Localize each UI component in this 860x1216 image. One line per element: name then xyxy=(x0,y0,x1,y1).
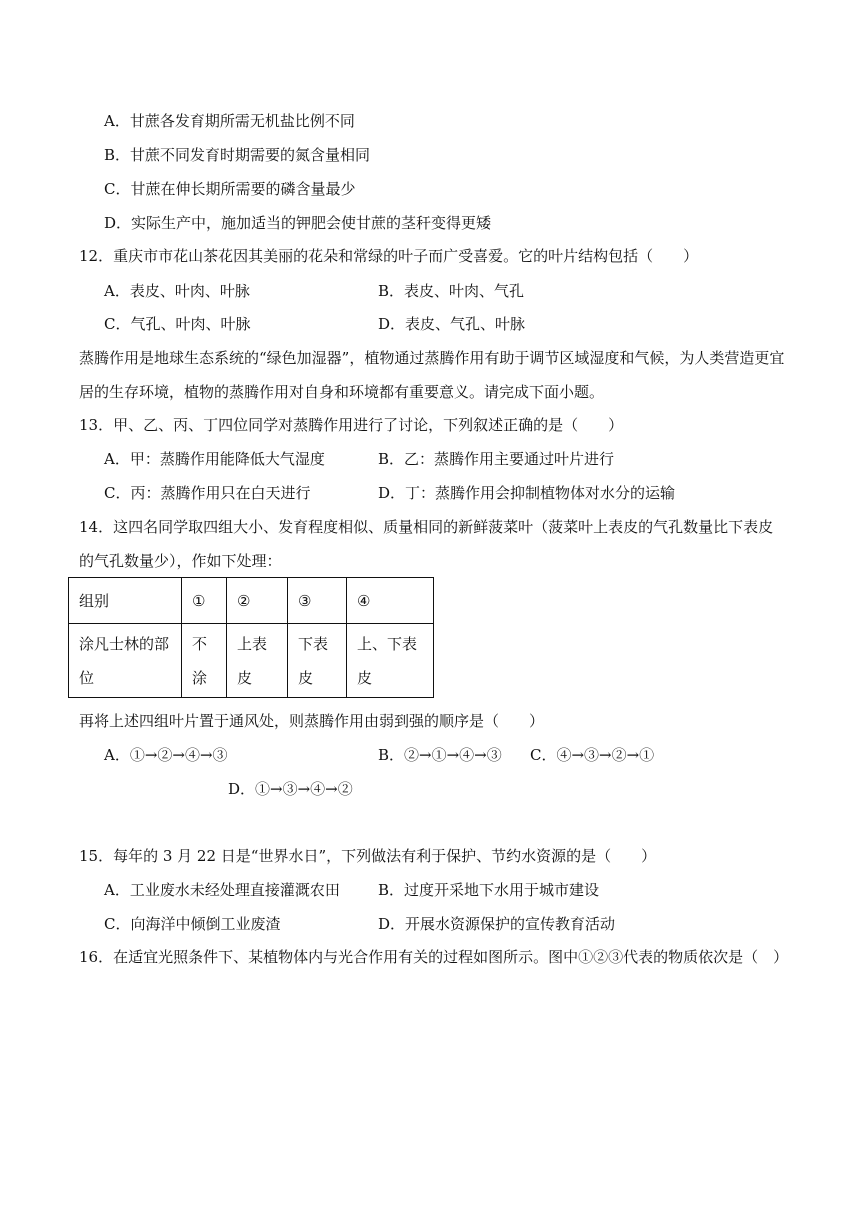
table-cell-line: 皮 xyxy=(237,668,253,687)
table-cell-line: 涂 xyxy=(192,668,208,687)
table-header-cell: ④ xyxy=(347,578,434,624)
q12-option-b: B．表皮、叶肉、气孔 xyxy=(378,282,525,300)
q12-option-c: C．气孔、叶肉、叶脉 xyxy=(104,315,251,333)
table-row-label xyxy=(69,624,182,698)
table-header-cell: ② xyxy=(227,578,288,624)
table-header-cell: ③ xyxy=(288,578,347,624)
q14-option-d: D．①→③→④→② xyxy=(228,780,353,798)
table-cell-line: 位 xyxy=(79,668,95,687)
q11-option-a: A．甘蔗各发育期所需无机盐比例不同 xyxy=(104,112,355,130)
q15-option-c: C．向海洋中倾倒工业废渣 xyxy=(104,915,281,933)
q12-option-a: A．表皮、叶肉、叶脉 xyxy=(104,282,250,300)
q14-option-c: C．④→③→②→① xyxy=(530,746,655,764)
table-header-cell: 组别 xyxy=(69,578,182,624)
table-cell xyxy=(227,624,288,698)
q11-option-d: D．实际生产中，施加适当的钾肥会使甘蔗的茎秆变得更矮 xyxy=(104,214,492,232)
q14-option-a: A．①→②→④→③ xyxy=(104,746,228,764)
q13-option-d: D．丁：蒸腾作用会抑制植物体对水分的运输 xyxy=(378,484,676,502)
table-cell xyxy=(288,624,347,698)
table-cell: 上、下表皮 xyxy=(347,624,434,698)
q14-stem-line-1: 14．这四名同学取四组大小、发育程度相似、质量相同的新鲜菠菜叶（菠菜叶上表皮的气孔数量比下表皮 xyxy=(79,518,774,536)
q13-option-a: A．甲：蒸腾作用能降低大气湿度 xyxy=(104,450,325,468)
table-header-row xyxy=(69,578,434,624)
table-cell-line: 上表 xyxy=(237,634,268,653)
q14-after-text: 再将上述四组叶片置于通风处，则蒸腾作用由弱到强的顺序是（ ） xyxy=(79,712,545,730)
table-cell-line: 皮 xyxy=(298,668,314,687)
table-row xyxy=(69,624,434,698)
q15-option-d: D．开展水资源保护的宣传教育活动 xyxy=(378,915,616,933)
q14-option-b: B．②→①→④→③ xyxy=(378,746,502,764)
q15-stem: 15．每年的 3 月 22 日是“世界水日”，下列做法有利于保护、节约水资源的是（ ） xyxy=(79,847,657,865)
q12-option-d: D．表皮、气孔、叶脉 xyxy=(378,315,526,333)
table-cell-line: 不 xyxy=(192,634,208,653)
table-cell-line: 涂凡士林的部 xyxy=(79,634,170,653)
q11-option-c: C．甘蔗在伸长期所需要的磷含量最少 xyxy=(104,180,356,198)
q11-option-b: B．甘蔗不同发育时期需要的氮含量相同 xyxy=(104,146,371,164)
q13-option-b: B．乙：蒸腾作用主要通过叶片进行 xyxy=(378,450,615,468)
q15-option-a: A．工业废水未经处理直接灌溉农田 xyxy=(104,881,340,899)
q16-stem: 16．在适宜光照条件下、某植物体内与光合作用有关的过程如图所示。图中①②③代表的物质依次是（ ） xyxy=(79,948,789,966)
q12-stem: 12．重庆市市花山茶花因其美丽的花朵和常绿的叶子而广受喜爱。它的叶片结构包括（ ） xyxy=(79,247,699,265)
table-header-cell: ① xyxy=(182,578,227,624)
intro-line-1: 蒸腾作用是地球生态系统的“绿色加湿器”，植物通过蒸腾作用有助于调节区域湿度和气候，为人类营造更宜 xyxy=(79,349,785,367)
q13-option-c: C．丙：蒸腾作用只在白天进行 xyxy=(104,484,311,502)
q14-stem-line-2: 的气孔数量少），作如下处理： xyxy=(79,552,282,570)
q13-stem: 13．甲、乙、丙、丁四位同学对蒸腾作用进行了讨论，下列叙述正确的是（ ） xyxy=(79,416,624,434)
q15-option-b: B．过度开采地下水用于城市建设 xyxy=(378,881,600,899)
treatment-table xyxy=(68,577,434,698)
table-cell-line: 下表 xyxy=(298,634,329,653)
table-cell xyxy=(182,624,227,698)
intro-line-2: 居的生存环境，植物的蒸腾作用对自身和环境都有重要意义。请完成下面小题。 xyxy=(79,383,605,401)
